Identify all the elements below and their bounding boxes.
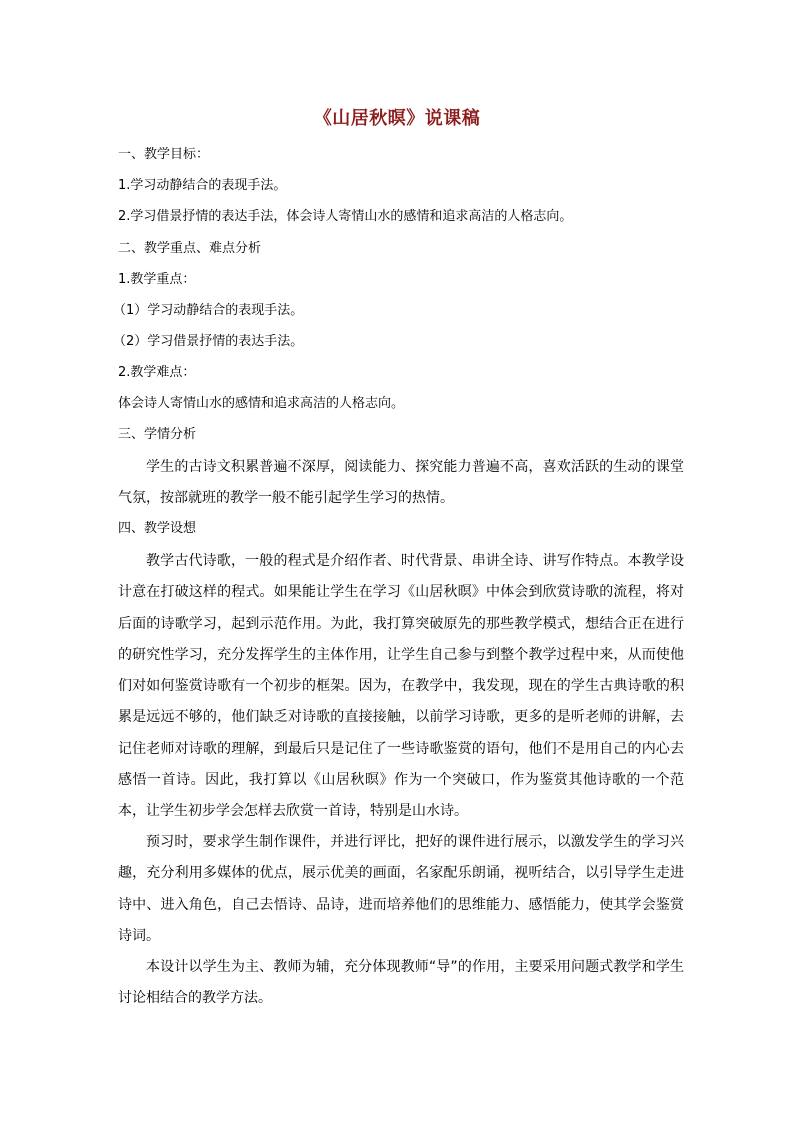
key-points-label: 1.教学重点： (118, 272, 196, 287)
teaching-design-paragraph-3: 本设计以学生为主、教师为辅，充分体现教师“导”的作用，主要采用问题式教学和学生讨论相结合的教学方法。 (118, 959, 684, 1007)
objective-item-2: 2.学习借景抒情的表达手法，体会诗人寄情山水的感情和追求高洁的人格志向。 (118, 209, 573, 224)
key-point-item-1: （1）学习动静结合的表现手法。 (113, 303, 304, 318)
teaching-design-paragraph-1: 教学古代诗歌，一般的程式是介绍作者、时代背景、串讲全诗、讲写作特点。本教学设计意在打破这样的程式。如果能让学生在学习《山居秋暝》中体会到欣赏诗歌的流程，将对后面的诗歌学习，起到示范作用。为此，我打算突破原先的那些教学模式，想结合正在进行的研究性学习，充分发挥学生的主体作用，让学生自己参与到整个教学过程中来，从而使他们对如何鉴赏诗歌有一个初步的框架。因为，在教学中，我发现，现在的学生古典诗歌的积累是远远不够的，他们缺乏对诗歌的直接接触，以前学习诗歌，更多的是听老师的讲解，去记住老师对诗歌的理解，到最后只是记住了一些诗歌鉴赏的语句，他们不是用自己的内心去感悟一首诗。因此，我打算以《山居秋暝》作为一个突破口，作为鉴赏其他诗歌的一个范本，让学生初步学会怎样去欣赏一首诗，特别是山水诗。 (118, 553, 684, 820)
difficulty-label: 2.教学难点： (118, 365, 196, 380)
document-title: 《山居秋暝》说课稿 (313, 108, 481, 129)
section-heading-teaching-design: 四、教学设想 (118, 521, 197, 536)
section-heading-objectives: 一、教学目标： (118, 147, 210, 162)
key-point-item-2: （2）学习借景抒情的表达手法。 (113, 334, 304, 349)
section-heading-learner-analysis: 三、学情分析 (118, 427, 197, 442)
difficulty-item: 体会诗人寄情山水的感情和追求高洁的人格志向。 (118, 396, 405, 411)
learner-analysis-paragraph: 学生的古诗文积累普遍不深厚，阅读能力、探究能力普遍不高，喜欢活跃的生动的课堂气氛，按部就班的教学一般不能引起学生学习的热情。 (118, 459, 684, 507)
teaching-design-paragraph-2: 预习时，要求学生制作课件，并进行评比，把好的课件进行展示，以激发学生的学习兴趣，充分利用多媒体的优点，展示优美的画面，名家配乐朗诵，视听结合，以引导学生走进诗中、进入角色，自己去悟诗、品诗，进而培养他们的思维能力、感悟能力，使其学会鉴赏诗词。 (118, 834, 684, 944)
section-heading-key-points: 二、教学重点、难点分析 (118, 241, 262, 256)
objective-item-1: 1.学习动静结合的表现手法。 (118, 178, 287, 193)
